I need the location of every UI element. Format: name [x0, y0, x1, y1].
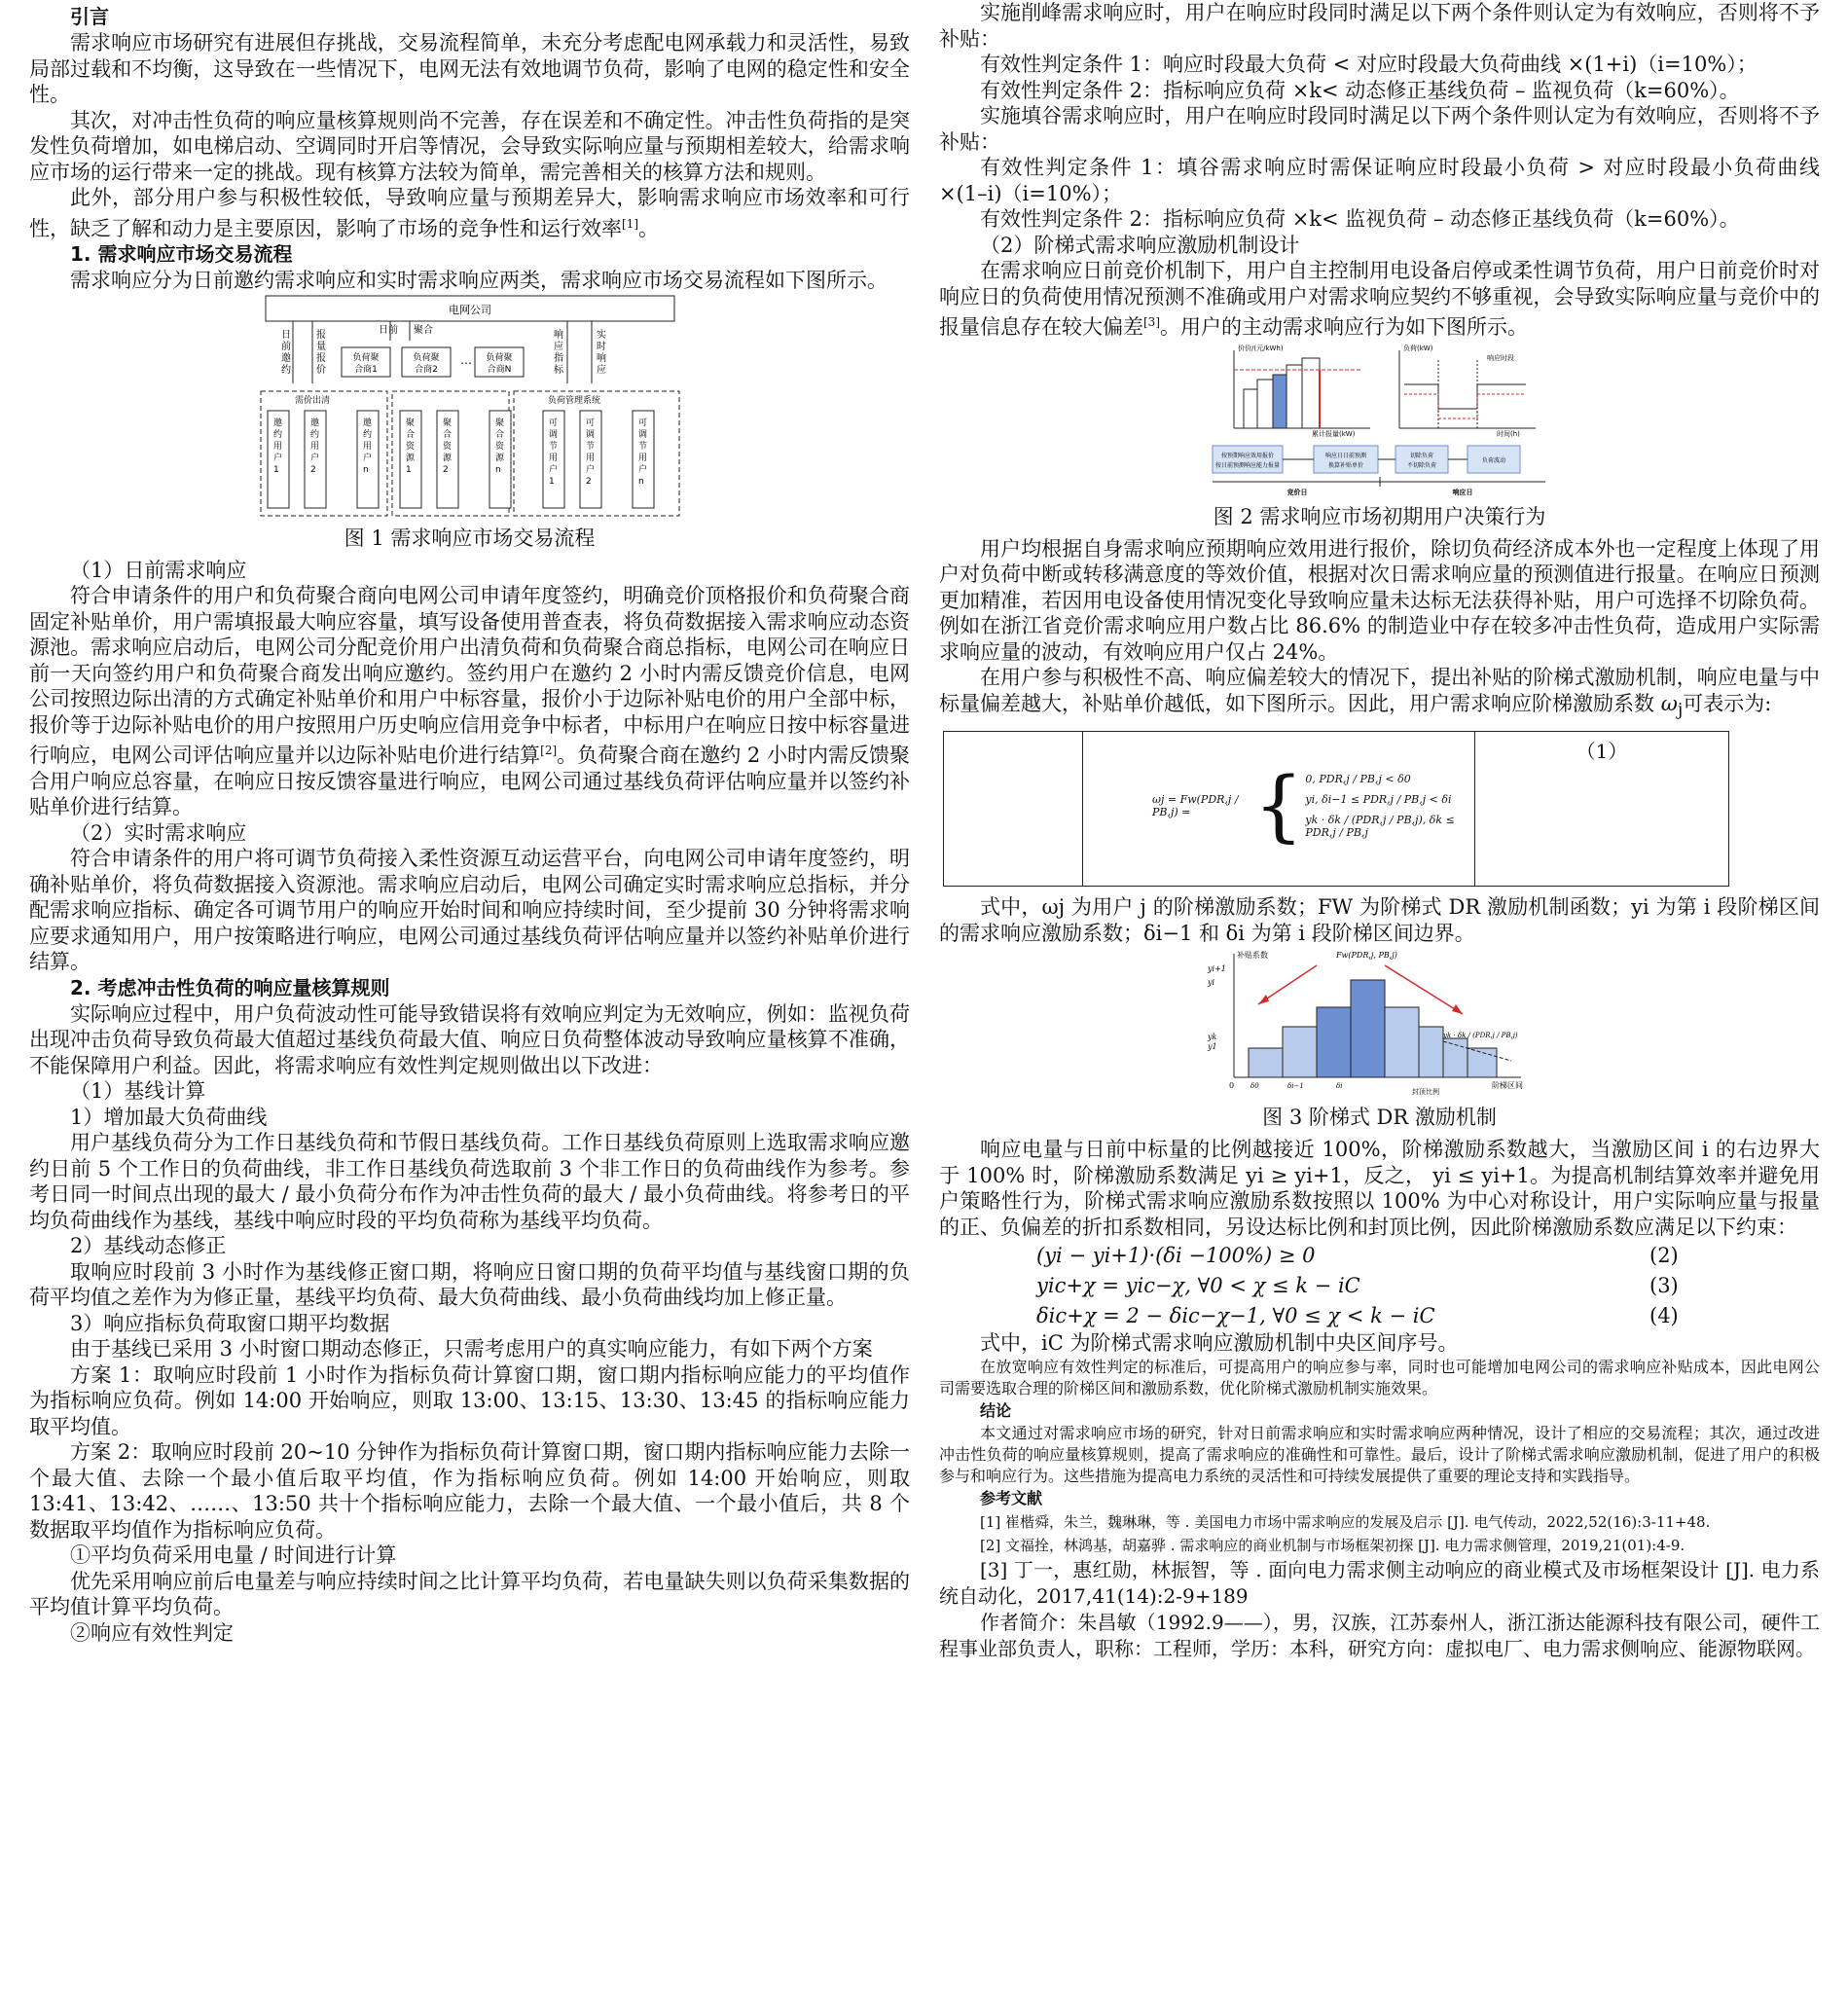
user-box-label: 可调节用户 n	[637, 418, 647, 487]
fig2-y1-label: 价价/(元/kWh)	[1237, 344, 1284, 352]
fig3-formula: Fw(PDR,j, PB,j)	[1335, 951, 1397, 961]
condition-1: 有效性判定条件 1：响应时段最大负荷 < 对应时段最大负荷曲线 ×(1+i)（i=10%）；	[980, 53, 1757, 76]
eq2-number: (2)	[1649, 1243, 1679, 1267]
user-boxes	[268, 411, 654, 508]
svg-text:合商N: 合商N	[487, 364, 511, 375]
incentive-text-end: 可表示为:	[1683, 691, 1772, 715]
fig2-x1-label: 累计报量(kW)	[1311, 429, 1355, 438]
svg-text:合商2: 合商2	[414, 364, 438, 375]
aggregator-1-label: 负荷聚	[351, 352, 380, 363]
fig2-box-4-label: 负荷波动	[1481, 456, 1505, 464]
fig3-bars	[1249, 980, 1497, 1077]
references-title: 参考文献	[980, 1488, 1043, 1507]
references-list	[939, 1510, 1820, 1662]
eq4-body: δic+χ = 2 − δic−χ−1, ∀0 ≤ χ < k − iC	[1036, 1303, 1435, 1327]
arrow-label-quote: 报量报价	[315, 329, 326, 376]
citation-2: [2]	[540, 744, 558, 757]
small-text-block	[939, 1357, 1820, 1510]
fig3-ylabel: 补贴系数	[1236, 951, 1268, 961]
valley-filling-paragraph: 实施填谷需求响应时，用户在响应时段同时满足以下两个条件则认定为有效响应，否则将不予补贴：	[939, 104, 1820, 154]
svg-text:按日前预测响应能力报量: 按日前预测响应能力报量	[1214, 461, 1280, 469]
incentive-paragraph	[939, 665, 1820, 723]
arrow-label-index: 响应指标	[553, 329, 563, 376]
subsection-realtime: （2）实时需求响应	[70, 820, 247, 845]
author-bio: 作者简介：朱昌敏（1992.9——），男，汉族，江苏泰州人，浙江浙达能源科技有限公司，硬件工程事业部负责人，职称：工程师，学历：本科，研究方向：虚拟电厂、电力需求侧响应、能源物联网。	[939, 1610, 1820, 1660]
eq2-body: (yi − yi+1)·(δi −100%) ≥ 0	[1036, 1243, 1316, 1267]
figure-2-caption: 图 2 需求响应市场初期用户决策行为	[1213, 504, 1546, 528]
dayahead-paragraph	[29, 583, 910, 820]
incentive-text: 在用户参与积极性不高、响应偏差较大的情况下，提出补贴的阶梯式激励机制，响应电量与中标量偏差越大，补贴单价越低，如下图所示。因此，用户需求响应阶梯激励系数	[939, 666, 1820, 715]
fig2-highlight-bar	[1273, 375, 1286, 428]
svg-text:按预期响应效用报价: 按预期响应效用报价	[1220, 452, 1274, 459]
fig2-y2-label: 负荷(kW)	[1402, 344, 1432, 352]
svg-text:y1: y1	[1207, 1042, 1217, 1052]
svg-text:yi+1: yi+1	[1207, 964, 1226, 974]
right-group-label: 负荷管理系统	[547, 395, 600, 406]
fig2-day2: 响应日	[1452, 488, 1472, 496]
svg-text:封顶比例: 封顶比例	[1411, 1088, 1439, 1097]
citation-1: [1]	[622, 216, 638, 231]
svg-text:响应日日前预测: 响应日日前预测	[1324, 452, 1366, 459]
fig3-bar	[1351, 980, 1385, 1077]
baseline-item-2-text: 取响应时段前 3 小时作为基线修正窗口期，将响应日窗口期的负荷平均值与基线窗口期的负荷平均值之差作为为修正量，基线平均负荷、最大负荷曲线、最小负荷曲线均加上修正量。	[29, 1259, 910, 1309]
equation-1-table: ωj = Fw(PDR,j / PB,j) = { 0, PDR,j / PB,j < δ0 yi, δi−1 ≤ PDR,j / PB,j < δi yk · δk / (PDR,j / PB,j), δk ≤ PDR,j / PB,j （1）	[943, 731, 1729, 887]
plan-1: 方案 1：取响应时段前 1 小时作为指标负荷计算窗口期，窗口期内指标响应能力的平均值作为指标响应负荷。例如 14:00 开始响应，则取 13:00、13:15、13:30、13:45 的指标响应能力取平均值。	[29, 1362, 910, 1438]
eq4-number: (4)	[1649, 1303, 1679, 1327]
baseline-item-1-text: 用户基线负荷分为工作日基线负荷和节假日基线负荷。工作日基线负荷原则上选取需求响应邀约日前 5 个工作日的负荷曲线，非工作日基线负荷选取前 3 个非工作日的负荷曲线作为参考。参考日同一时间点出现的最大 / 最小负荷分布作为冲击性负荷的最大 / 最小负荷曲线。将参考日的平均负荷曲线作为基线，基线中响应时段的平均负荷称为基线平均负荷。	[29, 1131, 910, 1232]
reference-1: [1] 崔楷舜，朱兰，魏琳琳，等 . 美国电力市场中需求响应的发展及启示 [J]. 电气传动，2022,52(16):3-11+48.	[980, 1512, 1711, 1531]
relaxation-paragraph: 在放宽响应有效性判定的标准后，可提高用户的响应参与率，同时也可能增加电网公司的需求响应补贴成本，因此电网公司需要选取合理的阶梯区间和激励系数，优化阶梯式激励机制实施效果。	[939, 1357, 1820, 1398]
criterion-1-title: ①平均负荷采用电量 / 时间进行计算	[70, 1543, 397, 1567]
equation-1-number: （1）	[1475, 732, 1729, 887]
right-column	[939, 0, 1820, 1662]
arrow-label-aggregate: 聚合	[413, 324, 433, 336]
eq1-lhs: ωj = Fw(PDR,j / PB,j) =	[1152, 793, 1239, 819]
section-2-paragraph: 实际响应过程中，用户负荷波动性可能导致错误将有效响应判定为无效响应，例如：监视负荷出现冲击负荷导致负荷最大值超过基线负荷最大值、响应日负荷整体波动导致响应量核算不准确，不能保障用户利益。因此，将需求响应有效性判定规则做出以下改进：	[29, 1001, 910, 1077]
peak-shaving-paragraph: 实施削峰需求响应时，用户在响应时段同时满足以下两个条件则认定为有效响应，否则将不予补贴：	[939, 1, 1820, 51]
equation-4	[939, 1300, 1820, 1330]
omega-subscript: j	[1677, 700, 1684, 720]
svg-text:切除负荷: 切除负荷	[1409, 452, 1433, 459]
svg-text:0: 0	[1228, 1081, 1234, 1091]
criterion-1-text: 优先采用响应前后电量差与响应持续时间之比计算平均负荷，若电量缺失则以负荷采集数据的平均值计算平均负荷。	[29, 1569, 910, 1618]
bidding-paragraph: 用户均根据自身需求响应预期响应效用进行报价，除切负荷经济成本外也一定程度上体现了用户对负荷中断或转移满意度的等效价值，根据对次日需求响应量的预测值进行报量。在响应日预测更加精准，若因用电设备使用情况变化导致响应量未达标无法获得补贴，用户可选择不切除负荷。例如在浙江省竞价需求响应用户数占比 86.6% 的制造业中存在较多冲击性负荷，造成用户实际需求响应量的波动，有效响应用户仅占 24%。	[939, 536, 1820, 664]
subsection-dayahead: （1）日前需求响应	[70, 558, 247, 582]
fig2-x2-label: 时间(h)	[1496, 429, 1520, 438]
intro-paragraph-3	[29, 185, 910, 241]
arrow-label-realtime: 实时响应	[596, 329, 606, 376]
realtime-paragraph: 符合申请条件的用户将可调节负荷接入柔性资源互动运营平台，向电网公司申请年度签约，明确补贴单价，将负荷数据接入资源池。需求响应启动后，电网公司确定实时需求响应总指标，并分配需求响应指标、确定各可调节用户的响应开始时间和响应持续时间，至少提前 30 分钟将需求响应要求通知用户，用户按策略进行响应，电网公司通过基线负荷评估响应量并以签约补贴单价进行结算。	[29, 847, 910, 973]
condition-2: 有效性判定条件 2：指标响应负荷 ×k< 动态修正基线负荷 – 监视负荷（k=60%）。	[980, 78, 1740, 102]
conclusion-title: 结论	[980, 1400, 1012, 1420]
dayahead-text-b: 。负荷聚合商在邀约 2 小时内需反馈聚合用户响应总容量，在响应日按反馈容量进行响应，电网公司通过基线负荷评估响应量并以签约补贴单价进行结算。	[29, 744, 910, 818]
user-box-label: 聚合资源 1	[405, 418, 415, 475]
equation-2	[939, 1240, 1820, 1270]
tiered-text-end: 。用户的主动需求响应行为如下图所示。	[1160, 315, 1528, 339]
fig3-bar	[1317, 1007, 1351, 1077]
condition-4: 有效性判定条件 2：指标响应负荷 ×k< 监视负荷 – 动态修正基线负荷（k=60%）。	[980, 207, 1740, 231]
section-2-title: 2. 考虑冲击性负荷的响应量核算规则	[70, 975, 390, 999]
criterion-2-title: ②响应有效性判定	[70, 1620, 234, 1645]
svg-text:δi: δi	[1335, 1082, 1342, 1091]
condition-3: 有效性判定条件 1：填谷需求响应时需保证响应时段最小负荷 > 对应时段最小负荷曲线 ×(1–i)（i=10%）；	[939, 156, 1820, 205]
fig2-legend: 响应时段	[1486, 353, 1514, 362]
tiered-paragraph	[939, 258, 1820, 341]
eq1-case-3: yk · δk / (PDR,j / PB,j), δk ≤ PDR,j / PB,j	[1305, 814, 1455, 840]
reference-3: [3] 丁一，惠红勋，林振智，等 . 面向电力需求侧主动响应的商业模式及市场框架设计 [J]. 电力系统自动化，2017,41(14):2-9+189	[939, 1557, 1820, 1608]
figure-1-caption: 图 1 需求响应市场交易流程	[344, 526, 596, 550]
intro-p3-text: 此外，部分用户参与积极性较低，导致响应量与预期差异大，影响需求响应市场效率和可行性，缺乏了解和动力是主要原因，影响了市场的竞争性和运行效率	[29, 186, 910, 240]
ellipsis: …	[459, 352, 472, 367]
eq3-number: (3)	[1649, 1273, 1679, 1297]
arrow-label-dayahead: 日前	[378, 324, 398, 336]
left-group-label: 需价出清	[294, 395, 330, 406]
svg-text:换算补贴单价: 换算补贴单价	[1327, 461, 1363, 469]
svg-text:负荷聚: 负荷聚	[485, 352, 513, 363]
dayahead-text-a: 符合申请条件的用户和负荷聚合商向电网公司申请年度签约，明确竞价顶格报价和负荷聚合商固定补贴单价，用户需填报最大响应容量，填写设备使用普查表，将负荷数据接入需求响应动态资源池。需求响应启动后，电网公司分配竞价用户出清负荷和负荷聚合商总指标，电网公司在响应日前一天向签约用户和负荷聚合商发出响应邀约。签约用户在邀约 2 小时内需反馈竞价信息，电网公司按照边际出清的方式确定补贴单价和用户中标容量，报价小于边际补贴电价的用户全部中标，报价等于边际补贴电价的用户按照用户历史响应信用竞争中标者，中标用户在响应日按中标容量进行响应，电网公司评估响应量并以边际补贴电价进行结算	[29, 584, 910, 767]
fig3-bar	[1385, 1007, 1419, 1077]
svg-text:δ0: δ0	[1250, 1082, 1259, 1091]
user-box-label: 可调节用户 1	[548, 418, 558, 487]
baseline-item-1: 1）增加最大负荷曲线	[70, 1105, 268, 1129]
figure-2-decision	[1205, 341, 1555, 501]
user-box-label: 聚合资源 2	[442, 418, 452, 475]
user-box-label: 邀约用户 1	[272, 418, 282, 475]
fig3-bar	[1283, 1027, 1317, 1077]
intro-title: 引言	[70, 5, 109, 28]
intro-paragraph-1: 需求响应市场研究有进展但存挑战，交易流程简单，未充分考虑配电网承载力和灵活性，易致局部过载和不均衡，这导致在一些情况下，电网无法有效地调节负荷，影响了电网的稳定性和安全性。	[29, 31, 910, 106]
fig3-bar	[1419, 1027, 1443, 1077]
user-box-label: 邀约用户 n	[362, 418, 372, 475]
intro-p3-end: 。	[638, 216, 659, 240]
svg-text:合商1: 合商1	[353, 364, 378, 375]
section-1-title: 1. 需求响应市场交易流程	[70, 242, 293, 266]
arrow-label-invite: 日前邀约	[280, 329, 291, 376]
svg-text:δi−1: δi−1	[1286, 1082, 1304, 1091]
fig3-xlabel: 阶梯区间	[1491, 1081, 1523, 1091]
user-box-label: 邀约用户 2	[309, 418, 319, 475]
reference-2: [2] 文福拴，林鸿基，胡嘉骅 . 需求响应的商业机制与市场框架初探 [J]. 电力需求侧管理，2019,21(01):4-9.	[980, 1536, 1685, 1554]
central-index-note: 式中，iC 为阶梯式需求响应激励机制中央区间序号。	[980, 1331, 1459, 1356]
baseline-item-2: 2）基线动态修正	[70, 1234, 227, 1257]
citation-3: [3]	[1143, 315, 1160, 329]
svg-text:yk: yk	[1207, 1033, 1216, 1042]
figure-3-tiered-chart	[1200, 946, 1560, 1102]
eq1-case-2: yi, δi−1 ≤ PDR,j / PB,j < δi	[1305, 793, 1452, 807]
constraint-paragraph: 响应电量与日前中标量的比例越接近 100%，阶梯激励系数越大，当激励区间 i 的右边界大于 100% 时，阶梯激励系数满足 yi ≥ yi+1，反之， yi ≤ yi+1。为提高机制结算效率并避免用户策略性行为，阶梯式需求响应激励系数按照以 100% 为中心对称设计，用户实际响应量与报量的正、负偏差的折扣系数相同，另设达标比例和封顶比例，因此阶梯激励系数应满足以下约束：	[939, 1138, 1820, 1239]
fig3-bar	[1249, 1048, 1283, 1077]
omega-symbol: ω	[1660, 691, 1678, 715]
equation-1-explanation: 式中，ωj 为用户 j 的阶梯激励系数；FW 为阶梯式 DR 激励机制函数；yi 为第 i 段阶梯区间的需求响应激励系数；δi−1 和 δi 为第 i 段阶梯区间边界。	[939, 895, 1820, 945]
baseline-item-3: 3）响应指标负荷取窗口期平均数据	[70, 1311, 390, 1335]
equation-3	[939, 1270, 1820, 1300]
plan-2: 方案 2：取响应时段前 20~10 分钟作为指标负荷计算窗口期，窗口期内指标响应能力去除一个最大值、去除一个最小值后取平均值，作为指标响应负荷。例如 14:00 开始响应，则取 13:41、13:42、……、13:50 共十个指标响应能力，去除一个最大值、一个最小值后，共 8 个数据取平均值作为指标响应负荷。	[29, 1440, 910, 1542]
left-column	[29, 0, 910, 1646]
subsection-tiered: （2）阶梯式需求响应激励机制设计	[980, 233, 1300, 257]
figure-3-caption: 图 3 阶梯式 DR 激励机制	[1262, 1106, 1497, 1130]
baseline-item-3-text: 由于基线已采用 3 小时窗口期动态修正，只需考虑用户的真实响应能力，有如下两个方案	[70, 1337, 873, 1361]
grid-company-label: 电网公司	[448, 303, 491, 316]
eq1-case-1: 0, PDR,j / PB,j < δ0	[1305, 773, 1411, 786]
fig2-day1: 竞价日	[1286, 488, 1307, 496]
fig3-bar	[1468, 1048, 1497, 1077]
tiered-text: 在需求响应日前竞价机制下，用户自主控制用电设备启停或柔性调节负荷，用户日前竞价时对响应日的负荷使用情况预测不准确或用户对需求响应契约不够重视，会导致实际响应量与竞价中的报量信息存在较大偏差	[939, 259, 1820, 339]
user-box-label: 可调节用户 2	[585, 418, 595, 487]
conclusion-paragraph: 本文通过对需求响应市场的研究，针对日前需求响应和实时需求响应两种情况，设计了相应的交易流程；其次，通过改进冲击性负荷的响应量核算规则，提高了需求响应的准确性和可靠性。最后，设计了阶梯式需求响应激励机制，促进了用户的积极参与和响应行为。这些措施为提高电力系统的灵活性和可持续发展提供了重要的理论支持和实践指导。	[939, 1423, 1820, 1485]
eq3-body: yic+χ = yic−χ, ∀0 < χ ≤ k − iC	[1036, 1273, 1360, 1297]
fig3-tail-label: yk · δk / (PDR,j / PB,j)	[1442, 1032, 1518, 1040]
svg-text:yi: yi	[1207, 978, 1214, 988]
intro-paragraph-2: 其次，对冲击性负荷的响应量核算规则尚不完善，存在误差和不确定性。冲击性负荷指的是突发性负荷增加，如电梯启动、空调同时开启等情况，会导致实际响应量与预期相差较大，给需求响应市场的运行带来一定的挑战。现有核算方法较为简单，需完善相关的核算方法和规则。	[29, 108, 910, 184]
subsection-baseline: （1）基线计算	[70, 1079, 206, 1103]
figure-1-flowchart	[256, 294, 684, 523]
svg-text:负荷聚: 负荷聚	[412, 352, 440, 363]
svg-text:不切除负荷: 不切除负荷	[1406, 461, 1436, 469]
user-box-label: 聚合资源 n	[494, 418, 504, 475]
fig3-bar	[1443, 1038, 1468, 1077]
section-1-paragraph: 需求响应分为日前邀约需求响应和实时需求响应两类，需求响应市场交易流程如下图所示。	[70, 269, 888, 292]
